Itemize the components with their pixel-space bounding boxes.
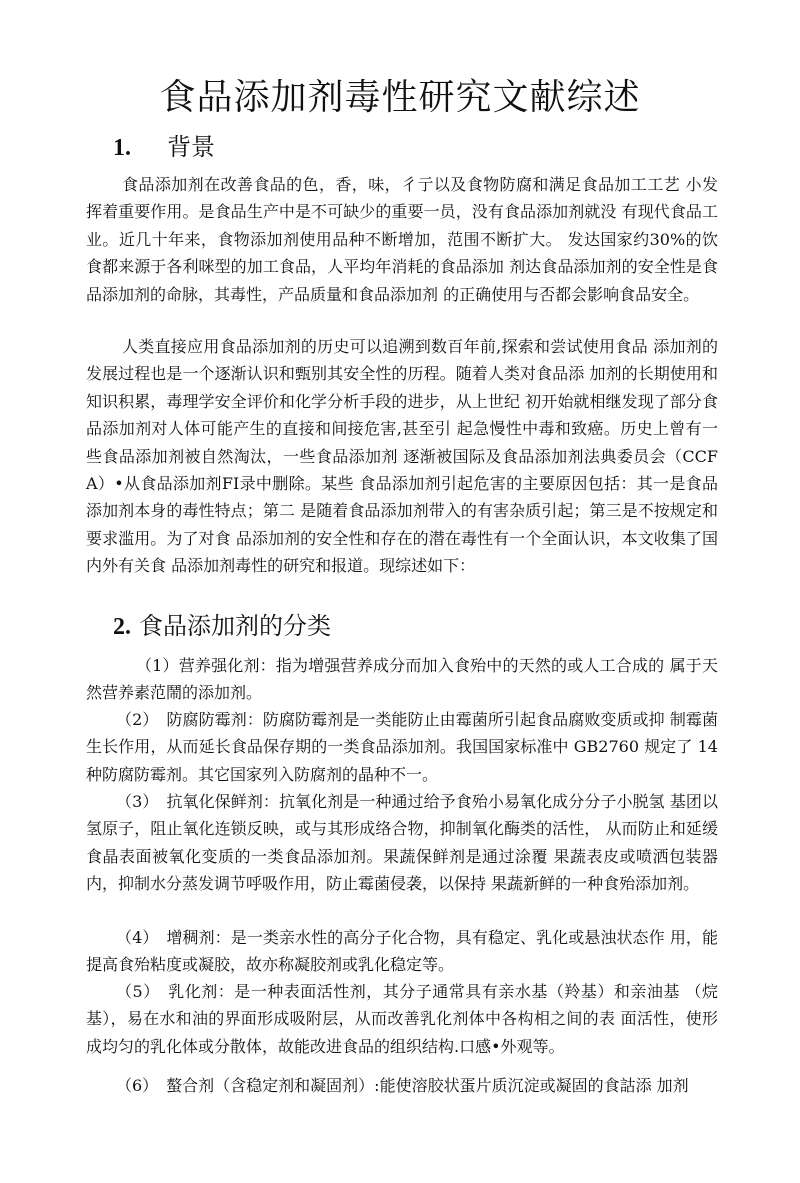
section-1-title: 背景 [167,133,215,161]
section-2-heading [113,608,331,645]
section-1-paragraph-1: 食品添加剂在改善食品的色，香，味，彳亍以及食物防腐和满足食品加工工艺 小发挥着重要作用。是食品生产中是不可缺少的重要一员，没有食品添加剂就没 有现代食品工业。近几十年来，食物添加剂使用品种不断增加，范围不断扩大。 发达国家约30%的饮食都来源于各利咪型的加工食品，人平均年消耗的食品添加 剂达食品添加剂的安全性是食品添加剂的命脉，其毒性，产品质量和食品添加剂 的正确使用与否都会影响食品安全。 [86,175,718,304]
section-1-heading [113,130,215,165]
document-title: 食品添加剂毒性研究文献综述 [159,77,641,118]
classification-item-6: （6） 螯合剂（含稳定剂和凝固剂）:能使溶胶状蛋片质沉淀或凝固的食詁添 加剂 [116,1076,689,1095]
classification-item-4: （4） 增稠剂：是一类亲水性的高分子化合物，具有稳定、乳化或悬浊状态作 用，能提高食殆粘度或凝胶，故亦称凝胶剂或乳化稳定等。 [86,928,718,975]
classification-item-5: （5） 乳化剂：是一种表面活性剂，其分子通常具有亲水基（羚基）和亲油基 （烷基），易在水和油的界面形成吸附层，从而改善乳化剂体中各构相之间的表 面活性，使形成均匀的乳化体或分散体，故能改进食品的组织结构.口感•外观等。 [86,982,718,1056]
classification-item-3: （3） 抗氧化保鲜剂：抗氧化剂是一种通过给予食殆小易氧化成分分子小脱氢 基团以氢原子，阻止氧化连锁反映，或与其形成络合物，抑制氧化酶类的活性， 从而防止和延缓食晶表面被氧化变质的一类食品添加剂。果蔬保鲜剂是通过涂覆 果蔬表皮或喷洒包装器内，抑制水分蒸发调节呼吸作用，防止霉菌侵袭，以保持 果蔬新鲜的一种食殆添加剂。 [86,792,718,894]
classification-item-2: （2） 防腐防霉剂：防腐防霉剂是一类能防止由霉菌所引起食品腐败变质或抑 制霉菌生长作用，从而延长食品保存期的一类食品添加剂。我国国家标准中 GB2760 规定了 14 种防腐防霉剂。其它国家列入防腐剂的晶种不一。 [86,710,718,784]
classification-item-1: （1）营养强化剂：指为增强营养成分而加入食殆中的天然的或人工合成的 属于天然营养素范鬧的添加剂。 [86,656,718,703]
section-2-title: 食品添加剂的分类 [139,612,331,640]
section-1-paragraph-2: 人类直接应用食品添加剂的历史可以追溯到数百年前,探索和尝试使用食品 添加剂的发展过程也是一个逐渐认识和甄别其安全性的历程。随着人类对食品添 加剂的长期使用和知识积累，毒理学安全评价和化学分析手段的进步，从上世纪 初开始就相继发现了部分食品添加剂对人体可能产生的直接和间接危害,甚至引 起急慢性中毒和致癌。历史上曾有一些食品添加剂被自然淘汰，一些食品添加剂 逐渐被国际及食品添加剂法典委员会（CCFA）•从食品添加剂FI录中删除。某些 食品添加剂引起危害的主要原因包括：其一是食品添加剂本身的毒性特点；第二 是随着食品添加剂带入的有害杂质引起；第三是不按规定和要求滥用。为了对食 品添加剂的安全性和存在的潜在毒性有一个全面认识，本文收集了国内外有关食 品添加剂毒性的研究和报道。现综述如下： [86,337,718,576]
section-1-number: 1. [113,135,131,161]
section-2-number: 2. [113,614,131,640]
